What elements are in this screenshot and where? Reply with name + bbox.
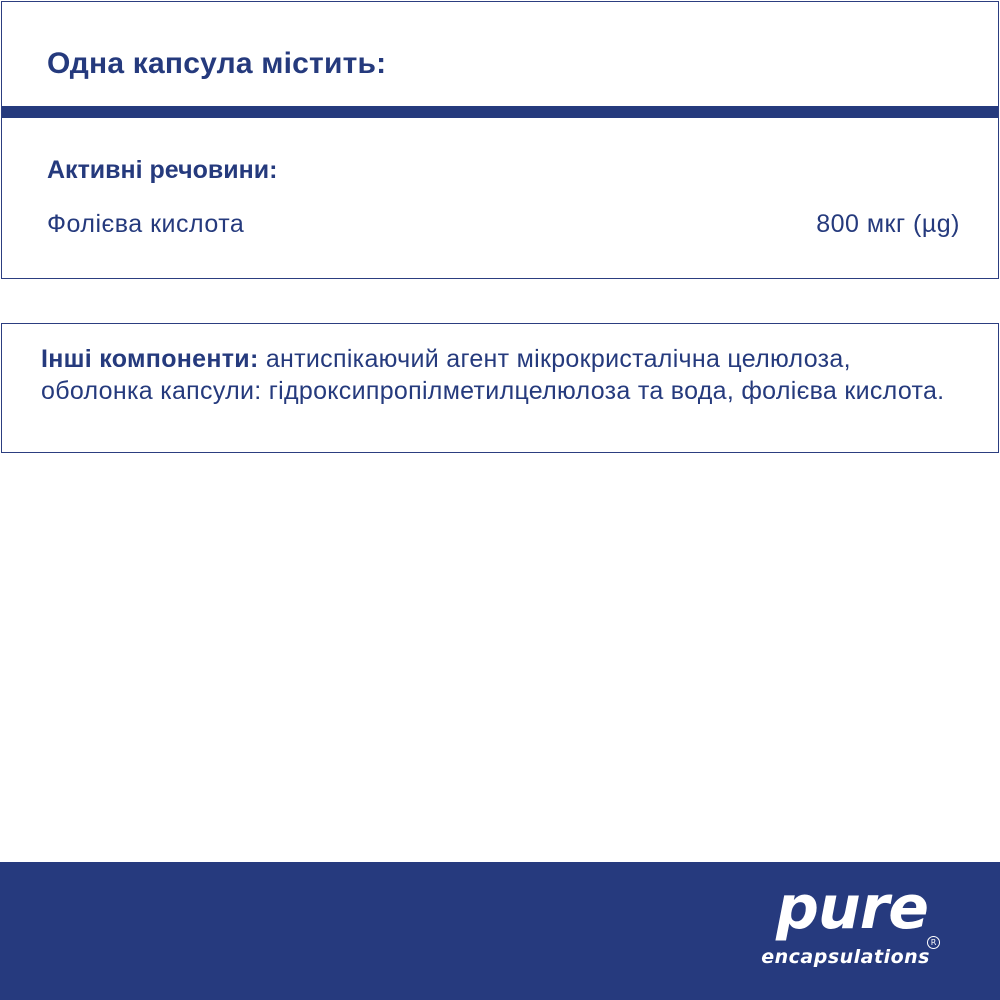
other-ingredients-text [41, 344, 968, 407]
brand-logo [689, 873, 937, 984]
ingredient-row [47, 207, 960, 241]
ingredient-amount: 800 мкг (µg) [816, 210, 960, 238]
other-ingredients-panel [1, 323, 999, 453]
registered-mark-icon: R [927, 936, 940, 949]
active-ingredients-label: Активні речовини: [47, 156, 278, 184]
brand-tagline: encapsulations [761, 946, 930, 968]
brand-footer [0, 862, 1000, 1000]
other-ingredients-label: Інші компоненти: [41, 345, 259, 373]
brand-name: pure [776, 873, 928, 943]
panel-title: Одна капсула містить: [47, 47, 387, 80]
header-divider [2, 106, 998, 118]
other-ingredients-list: антиспікаючий агент мікрокристалічна целюлоза, оболонка капсули: гідроксипропілметилцелюлоза та вода, фолієва кислота. [41, 345, 945, 405]
ingredient-name: Фолієва кислота [47, 210, 245, 238]
supplement-facts-panel [1, 1, 999, 279]
